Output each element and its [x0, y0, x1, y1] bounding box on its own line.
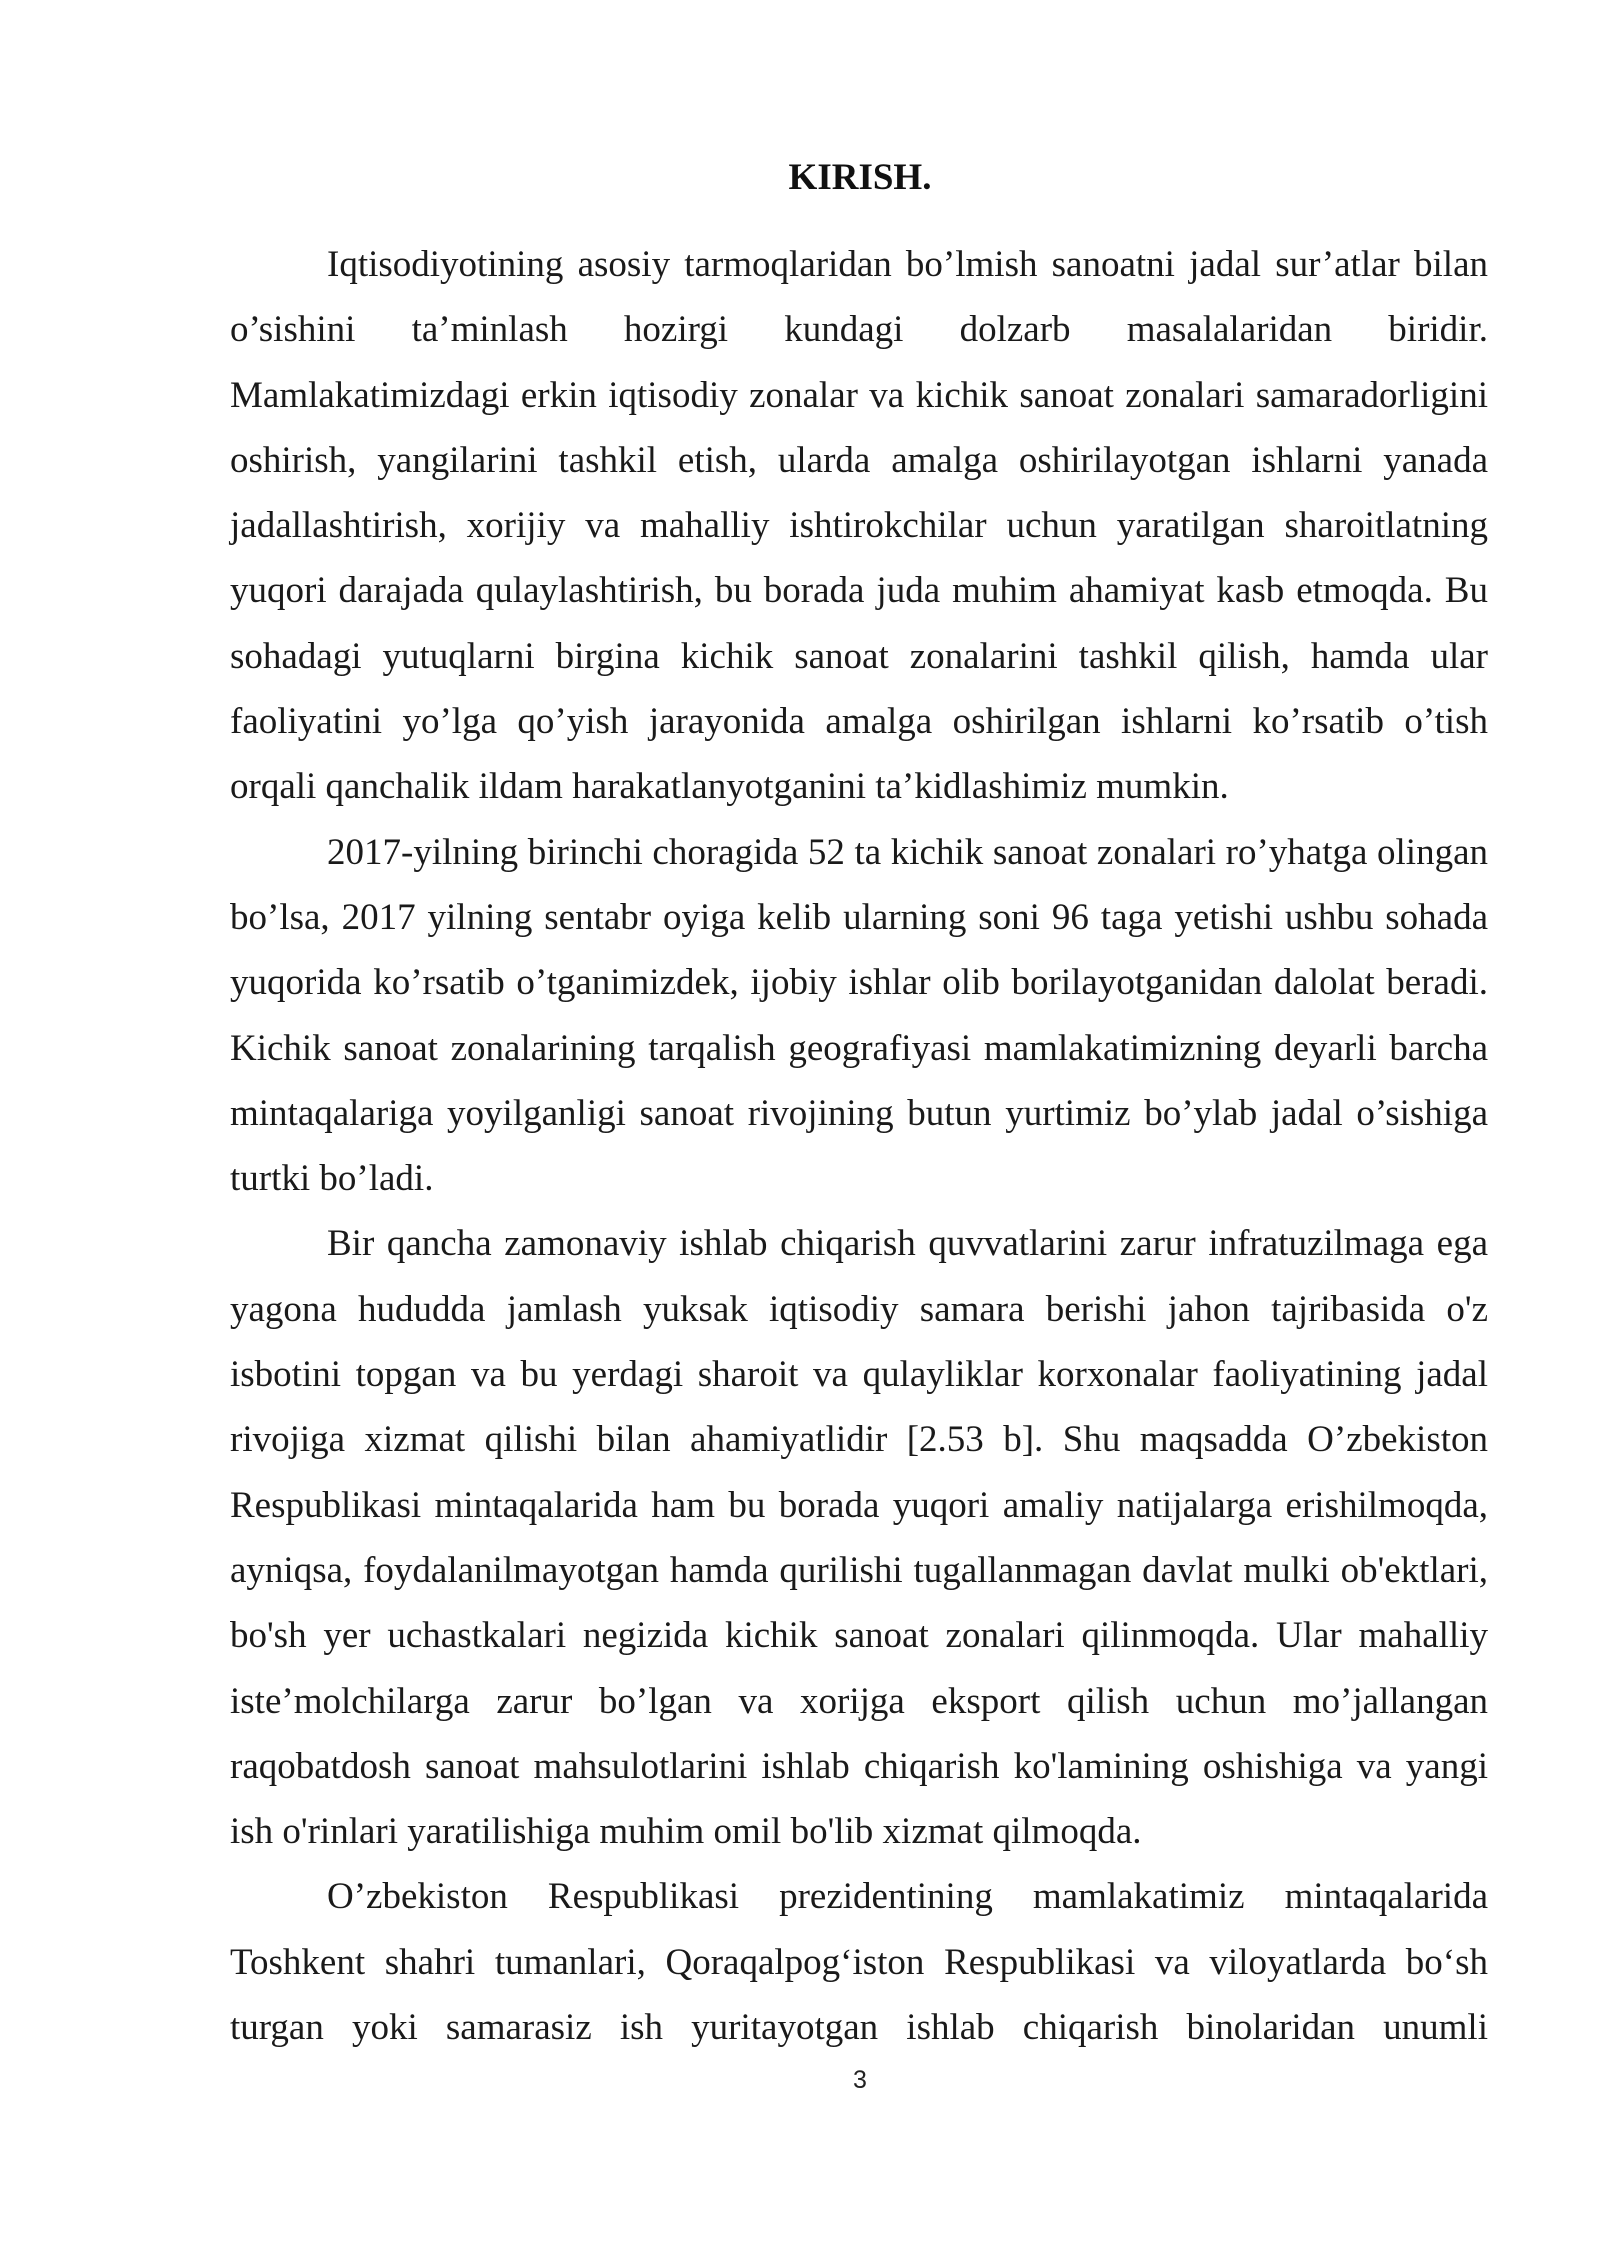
- section-heading: KIRISH.: [788, 157, 932, 198]
- paragraph-2: 2017-yilning birinchi choragida 52 ta kichik sanoat zonalari ro’yhatga olingan bo’lsa, 2017 yilning sentabr oyiga kelib ularning soni 96 taga yetishi ushbu sohada yuqorida ko’rsatib o’tganimizdek, ijobiy ishlar olib borilayotganidan dalolat beradi. Kichik sanoat zonalarining tarqalish geografiyasi mamlakatimizning deyarli barcha mintaqalariga yoyilganligi sanoat rivojining butun yurtimiz bo’ylab jadal o’sishiga turtki bo’ladi.: [230, 831, 1488, 1200]
- body-text: [230, 232, 1488, 2060]
- paragraph-4: O’zbekiston Respublikasi prezidentining mamlakatimiz mintaqalarida Toshkent shahri tumanlari, Qoraqalpog‘iston Respublikasi va viloyatlarda bo‘sh turgan yoki samarasiz ish yuritayotgan ishlab chiqarish binolaridan unumli: [230, 1876, 1488, 2049]
- paragraph-3: Bir qancha zamonaviy ishlab chiqarish quvvatlarini zarur infratuzilmaga ega yagona hududda jamlash yuksak iqtisodiy samara berishi jahon tajribasida o'z isbotini topgan va bu yerdagi sharoit va qulayliklar korxonalar faoliyatining jadal rivojiga xizmat qilishi bilan ahamiyatlidir [2.53 b]. Shu maqsadda O’zbekiston Respublikasi mintaqalarida ham bu borada yuqori amaliy natijalarga erishilmoqda, ayniqsa, foydalanilmayotgan hamda qurilishi tugallanmagan davlat mulki ob'ektlari, bo'sh yer uchastkalari negizida kichik sanoat zonalari qilinmoqda. Ular mahalliy iste’molchilarga zarur bo’lgan va xorijga eksport qilish uchun mo’jallangan raqobatdosh sanoat mahsulotlarini ishlab chiqarish ko'lamining oshishiga va yangi ish o'rinlari yaratilishiga muhim omil bo'lib xizmat qilmoqda.: [230, 1223, 1488, 1853]
- paragraph-1: Iqtisodiyotining asosiy tarmoqlaridan bo’lmish sanoatni jadal sur’atlar bilan o’sishini ta’minlash hozirgi kundagi dolzarb masalalaridan biridir. Mamlakatimizdagi erkin iqtisodiy zonalar va kichik sanoat zonalari samaradorligini oshirish, yangilarini tashkil etish, ularda amalga oshirilayotgan ishlarni yanada jadallashtirish, xorijiy va mahalliy ishtirokchilar uchun yaratilgan sharoitlatning yuqori darajada qulaylashtirish, bu borada juda muhim ahamiyat kasb etmoqda. Bu sohadagi yutuqlarni birgina kichik sanoat zonalarini tashkil qilish, hamda ular faoliyatini yo’lga qo’yish jarayonida amalga oshirilgan ishlarni ko’rsatib o’tish orqali qanchalik ildam harakatlanyotganini ta’kidlashimiz mumkin.: [230, 244, 1488, 808]
- page-number: 3: [853, 2066, 867, 2094]
